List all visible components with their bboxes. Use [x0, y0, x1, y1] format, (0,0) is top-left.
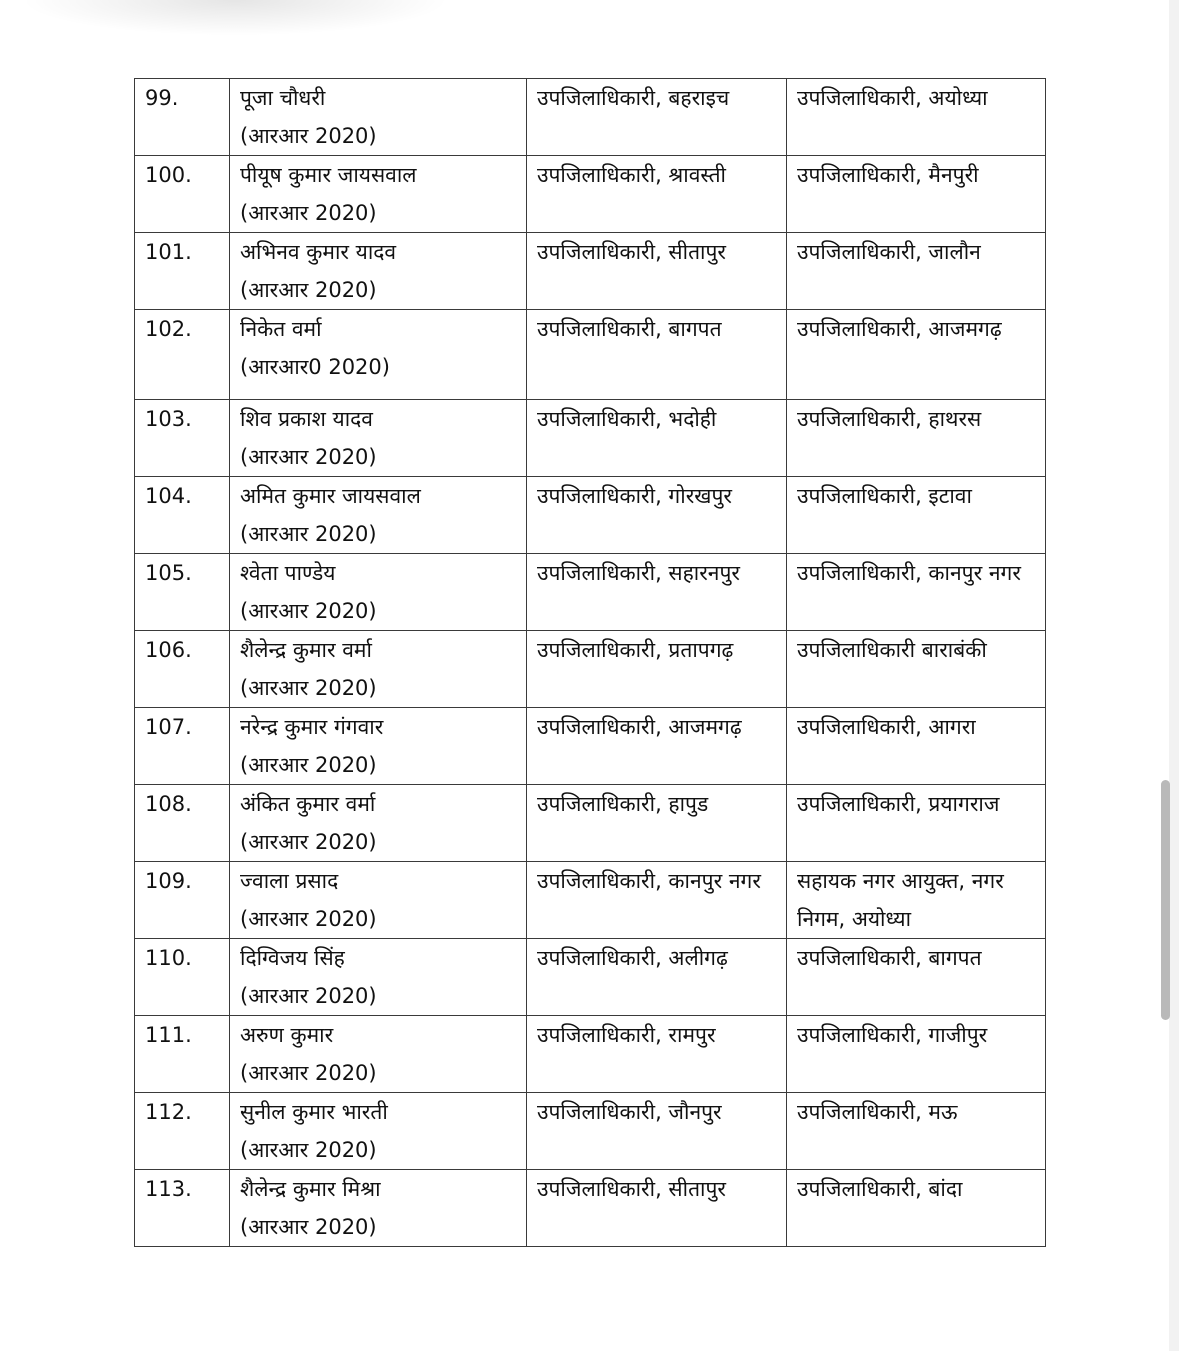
new-post: उपजिलाधिकारी, प्रयागराज [797, 792, 1000, 816]
new-post-cell [787, 708, 1046, 785]
table-row [135, 79, 1046, 156]
officer-name: दिग्विजय सिंह [240, 946, 345, 970]
officer-batch: (आरआर 2020) [240, 201, 377, 225]
current-post: उपजिलाधिकारी, जौनपुर [537, 1100, 722, 1124]
officer-name: निकेत वर्मा [240, 317, 322, 341]
current-post-cell [527, 631, 787, 708]
new-post: सहायक नगर आयुक्त, नगर निगम, अयोध्या [797, 869, 1004, 931]
current-post: उपजिलाधिकारी, रामपुर [537, 1023, 716, 1047]
officer-name: ज्वाला प्रसाद [240, 869, 339, 893]
serial-number: 103. [145, 407, 192, 431]
current-post: उपजिलाधिकारी, सीतापुर [537, 240, 726, 264]
current-post: उपजिलाधिकारी, सीतापुर [537, 1177, 726, 1201]
officer-name: पीयूष कुमार जायसवाल [240, 163, 417, 187]
current-post: उपजिलाधिकारी, प्रतापगढ़ [537, 638, 734, 662]
serial-number-cell [135, 79, 230, 156]
current-post: उपजिलाधिकारी, हापुड [537, 792, 709, 816]
table-row [135, 1093, 1046, 1170]
serial-number: 104. [145, 484, 192, 508]
table-row [135, 939, 1046, 1016]
new-post: उपजिलाधिकारी, मैनपुरी [797, 163, 979, 187]
serial-number: 109. [145, 869, 192, 893]
new-post: उपजिलाधिकारी, आगरा [797, 715, 976, 739]
officer-batch: (आरआर 2020) [240, 599, 377, 623]
new-post: उपजिलाधिकारी, गाजीपुर [797, 1023, 988, 1047]
serial-number: 112. [145, 1100, 192, 1124]
current-post: उपजिलाधिकारी, बागपत [537, 317, 722, 341]
serial-number: 99. [145, 86, 179, 110]
serial-number: 101. [145, 240, 192, 264]
officer-batch: (आरआर 2020) [240, 1061, 377, 1085]
officer-name: श्वेता पाण्डेय [240, 561, 336, 585]
scroll-track[interactable] [1169, 0, 1179, 1351]
new-post-cell [787, 862, 1046, 939]
serial-number-cell [135, 1170, 230, 1247]
officer-cell [230, 554, 527, 631]
new-post-cell [787, 1170, 1046, 1247]
top-shadow [20, 0, 450, 36]
scrollbar-thumb[interactable] [1161, 780, 1170, 1020]
new-post-cell [787, 310, 1046, 400]
new-post-cell [787, 554, 1046, 631]
serial-number-cell [135, 708, 230, 785]
officer-name: सुनील कुमार भारती [240, 1100, 388, 1124]
serial-number-cell [135, 631, 230, 708]
serial-number-cell [135, 1016, 230, 1093]
current-post: उपजिलाधिकारी, अलीगढ़ [537, 946, 728, 970]
officer-cell [230, 233, 527, 310]
serial-number-cell [135, 233, 230, 310]
officer-batch: (आरआर0 2020) [240, 355, 390, 379]
new-post: उपजिलाधिकारी बाराबंकी [797, 638, 987, 662]
officer-cell [230, 477, 527, 554]
officer-name: शैलेन्द्र कुमार मिश्रा [240, 1177, 381, 1201]
table-row [135, 310, 1046, 400]
table-row [135, 631, 1046, 708]
table-row [135, 1016, 1046, 1093]
current-post-cell [527, 554, 787, 631]
current-post-cell [527, 939, 787, 1016]
table-row [135, 477, 1046, 554]
officer-batch: (आरआर 2020) [240, 753, 377, 777]
new-post-cell [787, 785, 1046, 862]
serial-number: 106. [145, 638, 192, 662]
current-post: उपजिलाधिकारी, कानपुर नगर [537, 869, 761, 893]
current-post-cell [527, 79, 787, 156]
officer-cell [230, 1016, 527, 1093]
officer-name: अमित कुमार जायसवाल [240, 484, 421, 508]
serial-number-cell [135, 862, 230, 939]
new-post: उपजिलाधिकारी, बांदा [797, 1177, 963, 1201]
officer-batch: (आरआर 2020) [240, 830, 377, 854]
new-post-cell [787, 631, 1046, 708]
serial-number: 110. [145, 946, 192, 970]
table-row [135, 785, 1046, 862]
officer-batch: (आरआर 2020) [240, 907, 377, 931]
current-post: उपजिलाधिकारी, आजमगढ़ [537, 715, 742, 739]
serial-number-cell [135, 1093, 230, 1170]
current-post: उपजिलाधिकारी, गोरखपुर [537, 484, 732, 508]
officer-cell [230, 400, 527, 477]
table-row [135, 156, 1046, 233]
officer-name: पूजा चौधरी [240, 86, 326, 110]
table-row [135, 554, 1046, 631]
officer-batch: (आरआर 2020) [240, 984, 377, 1008]
current-post-cell [527, 156, 787, 233]
officer-batch: (आरआर 2020) [240, 278, 377, 302]
officer-name: अभिनव कुमार यादव [240, 240, 397, 264]
serial-number: 102. [145, 317, 192, 341]
officer-cell [230, 708, 527, 785]
serial-number: 111. [145, 1023, 192, 1047]
officer-cell [230, 939, 527, 1016]
new-post: उपजिलाधिकारी, कानपुर नगर [797, 561, 1021, 585]
serial-number: 107. [145, 715, 192, 739]
new-post-cell [787, 939, 1046, 1016]
current-post-cell [527, 785, 787, 862]
new-post: उपजिलाधिकारी, मऊ [797, 1100, 958, 1124]
new-post-cell [787, 156, 1046, 233]
officer-cell [230, 79, 527, 156]
serial-number-cell [135, 156, 230, 233]
current-post-cell [527, 233, 787, 310]
current-post-cell [527, 708, 787, 785]
new-post: उपजिलाधिकारी, इटावा [797, 484, 972, 508]
table-row [135, 233, 1046, 310]
officer-name: शैलेन्द्र कुमार वर्मा [240, 638, 372, 662]
serial-number-cell [135, 310, 230, 400]
officer-batch: (आरआर 2020) [240, 1138, 377, 1162]
officer-name: नरेन्द्र कुमार गंगवार [240, 715, 384, 739]
transfer-table [134, 78, 1046, 1247]
officer-batch: (आरआर 2020) [240, 676, 377, 700]
current-post-cell [527, 1016, 787, 1093]
new-post: उपजिलाधिकारी, आजमगढ़ [797, 317, 1002, 341]
current-post-cell [527, 310, 787, 400]
serial-number-cell [135, 554, 230, 631]
officer-cell [230, 1170, 527, 1247]
current-post: उपजिलाधिकारी, श्रावस्ती [537, 163, 726, 187]
serial-number-cell [135, 477, 230, 554]
serial-number: 108. [145, 792, 192, 816]
officer-cell [230, 785, 527, 862]
new-post-cell [787, 79, 1046, 156]
current-post-cell [527, 862, 787, 939]
officer-batch: (आरआर 2020) [240, 445, 377, 469]
officer-cell [230, 1093, 527, 1170]
new-post-cell [787, 1093, 1046, 1170]
officer-cell [230, 631, 527, 708]
officer-name: अरुण कुमार [240, 1023, 334, 1047]
new-post-cell [787, 1016, 1046, 1093]
officer-cell [230, 156, 527, 233]
table-row [135, 708, 1046, 785]
new-post-cell [787, 233, 1046, 310]
officer-name: अंकित कुमार वर्मा [240, 792, 376, 816]
new-post: उपजिलाधिकारी, अयोध्या [797, 86, 988, 110]
new-post: उपजिलाधिकारी, जालौन [797, 240, 981, 264]
serial-number: 113. [145, 1177, 192, 1201]
new-post: उपजिलाधिकारी, हाथरस [797, 407, 982, 431]
current-post: उपजिलाधिकारी, बहराइच [537, 86, 730, 110]
current-post-cell [527, 1170, 787, 1247]
officer-cell [230, 310, 527, 400]
serial-number-cell [135, 400, 230, 477]
table-row [135, 1170, 1046, 1247]
serial-number-cell [135, 785, 230, 862]
current-post-cell [527, 400, 787, 477]
serial-number: 105. [145, 561, 192, 585]
current-post-cell [527, 1093, 787, 1170]
serial-number-cell [135, 939, 230, 1016]
officer-cell [230, 862, 527, 939]
officer-batch: (आरआर 2020) [240, 1215, 377, 1239]
serial-number: 100. [145, 163, 192, 187]
officer-name: शिव प्रकाश यादव [240, 407, 373, 431]
table-row [135, 862, 1046, 939]
current-post: उपजिलाधिकारी, भदोही [537, 407, 717, 431]
table-row [135, 400, 1046, 477]
officer-batch: (आरआर 2020) [240, 124, 377, 148]
new-post-cell [787, 400, 1046, 477]
new-post-cell [787, 477, 1046, 554]
new-post: उपजिलाधिकारी, बागपत [797, 946, 982, 970]
officer-batch: (आरआर 2020) [240, 522, 377, 546]
current-post-cell [527, 477, 787, 554]
current-post: उपजिलाधिकारी, सहारनपुर [537, 561, 740, 585]
